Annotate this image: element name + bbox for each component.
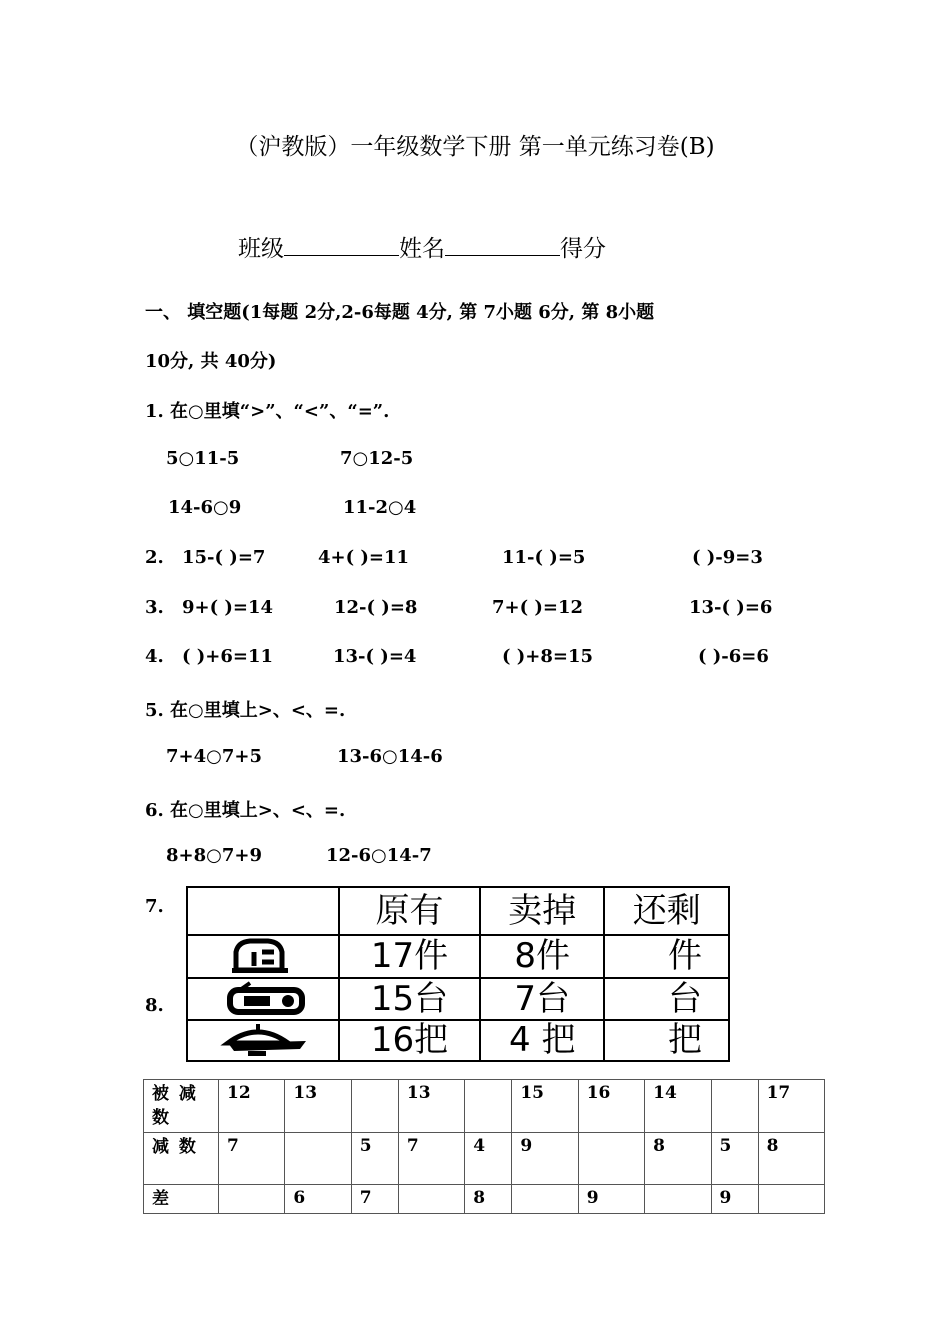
- table-row: [144, 1133, 825, 1185]
- difference-cell[interactable]: [512, 1185, 578, 1214]
- q6-prompt: 6. 在○里填上>、<、=.: [145, 800, 346, 821]
- q1-item-d: 11-2○4: [343, 497, 417, 518]
- q1-prompt: 1. 在○里填“>”、“<”、“=”.: [145, 401, 390, 422]
- q2-label: 2.: [145, 547, 164, 568]
- subtraction-fill-table: [143, 1079, 825, 1214]
- subtrahend-cell: 5: [351, 1133, 398, 1185]
- q2-item-b: 4+( )=11: [318, 547, 410, 568]
- radio-remaining-blank[interactable]: 台: [604, 978, 729, 1019]
- subtrahend-cell: 7: [219, 1133, 285, 1185]
- umbrella-sold-count: 4 把: [480, 1020, 605, 1062]
- score-label: 得分: [560, 236, 606, 262]
- student-info-line: [238, 230, 606, 263]
- difference-cell: 6: [285, 1185, 351, 1214]
- subtrahend-cell: 9: [512, 1133, 578, 1185]
- table-row: [187, 1020, 729, 1062]
- subtrahend-cell: 5: [711, 1133, 758, 1185]
- q3-label: 3.: [145, 597, 164, 618]
- q7-label: 7.: [145, 896, 164, 917]
- q4-label: 4.: [145, 646, 164, 667]
- subtrahend-cell: 8: [645, 1133, 711, 1185]
- q4-item-a: ( )+6=11: [182, 646, 274, 667]
- umbrella-icon: [187, 1020, 339, 1062]
- minuend-cell: 16: [578, 1080, 644, 1133]
- minuend-cell: 17: [758, 1080, 824, 1133]
- clothes-remaining-blank[interactable]: 件: [604, 935, 729, 979]
- umbrella-original-count: 16把: [339, 1020, 480, 1062]
- minuend-cell[interactable]: [465, 1080, 512, 1133]
- empty-corner-cell: [187, 887, 339, 935]
- clothes-original-count: 17件: [339, 935, 480, 979]
- q4-item-d: ( )-6=6: [698, 646, 769, 667]
- class-blank[interactable]: [284, 233, 399, 256]
- q3-item-b: 12-( )=8: [334, 597, 418, 618]
- q3-item-d: 13-( )=6: [689, 597, 773, 618]
- section-heading-line2: 10分, 共 40分): [145, 351, 277, 372]
- clothes-sold-count: 8件: [480, 935, 605, 979]
- q1-item-a: 5○11-5: [166, 448, 240, 469]
- q3-item-a: 9+( )=14: [182, 597, 274, 618]
- difference-cell: 9: [578, 1185, 644, 1214]
- page-title: （沪教版）一年级数学下册 第一单元练习卷(B): [235, 134, 715, 160]
- q6-item-a: 8+8○7+9: [166, 845, 262, 866]
- section-heading-line1: 一、 填空题(1每题 2分,2-6每题 4分, 第 7小题 6分, 第 8小题: [145, 302, 655, 323]
- q1-item-c: 14-6○9: [168, 497, 242, 518]
- minuend-cell: 12: [219, 1080, 285, 1133]
- name-label: 姓名: [399, 236, 445, 262]
- q8-label: 8.: [145, 995, 164, 1016]
- difference-cell[interactable]: [758, 1185, 824, 1214]
- table-row: [187, 978, 729, 1019]
- header-original: 原有: [339, 887, 480, 935]
- minuend-cell: 13: [285, 1080, 351, 1133]
- minuend-cell: 14: [645, 1080, 711, 1133]
- q2-item-a: 15-( )=7: [182, 547, 266, 568]
- q5-prompt: 5. 在○里填上>、<、=.: [145, 700, 346, 721]
- name-blank[interactable]: [445, 233, 560, 256]
- minuend-cell: 15: [512, 1080, 578, 1133]
- umbrella-remaining-blank[interactable]: 把: [604, 1020, 729, 1062]
- difference-cell[interactable]: [398, 1185, 464, 1214]
- q5-item-a: 7+4○7+5: [166, 746, 262, 767]
- minuend-cell[interactable]: [711, 1080, 758, 1133]
- q5-item-b: 13-6○14-6: [337, 746, 443, 767]
- row-label-minuend: 被 减 数: [144, 1080, 219, 1133]
- q3-item-c: 7+( )=12: [492, 597, 584, 618]
- header-sold: 卖掉: [480, 887, 605, 935]
- difference-cell[interactable]: [645, 1185, 711, 1214]
- minuend-cell[interactable]: [351, 1080, 398, 1133]
- difference-cell[interactable]: [219, 1185, 285, 1214]
- radio-sold-count: 7台: [480, 978, 605, 1019]
- difference-cell: 8: [465, 1185, 512, 1214]
- difference-cell: 9: [711, 1185, 758, 1214]
- radio-icon: [187, 978, 339, 1019]
- q2-item-c: 11-( )=5: [502, 547, 586, 568]
- q6-item-b: 12-6○14-7: [326, 845, 432, 866]
- table-row: [144, 1185, 825, 1214]
- radio-original-count: 15台: [339, 978, 480, 1019]
- q2-item-d: ( )-9=3: [692, 547, 763, 568]
- subtrahend-cell: 8: [758, 1133, 824, 1185]
- inventory-picture-table: [186, 886, 730, 1062]
- header-remaining: 还剩: [604, 887, 729, 935]
- q4-item-c: ( )+8=15: [502, 646, 594, 667]
- subtrahend-cell: 4: [465, 1133, 512, 1185]
- q1-item-b: 7○12-5: [340, 448, 414, 469]
- subtrahend-cell[interactable]: [578, 1133, 644, 1185]
- class-label: 班级: [238, 236, 284, 262]
- table-row: [144, 1080, 825, 1133]
- table-row: [187, 887, 729, 935]
- row-label-difference: 差: [144, 1185, 219, 1214]
- subtrahend-cell: 7: [398, 1133, 464, 1185]
- table-row: [187, 935, 729, 979]
- minuend-cell: 13: [398, 1080, 464, 1133]
- row-label-subtrahend: 减 数: [144, 1133, 219, 1185]
- difference-cell: 7: [351, 1185, 398, 1214]
- clothes-icon: [187, 935, 339, 979]
- q4-item-b: 13-( )=4: [333, 646, 417, 667]
- subtrahend-cell[interactable]: [285, 1133, 351, 1185]
